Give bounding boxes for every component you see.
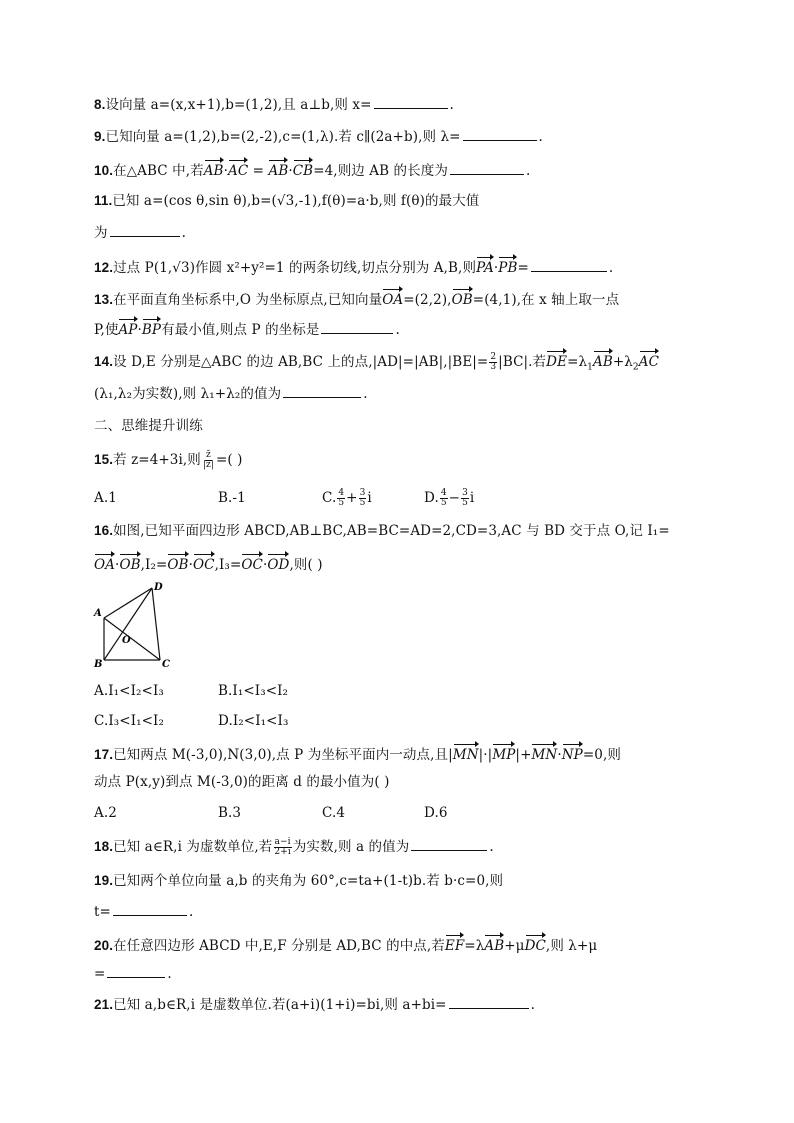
- vector-label: BP: [142, 318, 161, 339]
- quadrilateral-figure: [92, 580, 182, 672]
- option-a[interactable]: A.1: [94, 490, 117, 506]
- question-number: 15.: [94, 452, 114, 467]
- label-a: A: [94, 608, 102, 619]
- question-text: 在△ABC 中,若: [113, 163, 204, 179]
- question-16: [94, 522, 670, 540]
- period: .: [608, 260, 614, 276]
- question-text: =(2,2),: [403, 292, 452, 308]
- vector-label: NP: [562, 743, 583, 764]
- question-text: 有最小值,则点 P 的坐标是: [161, 322, 320, 338]
- fraction-numerator: 2: [490, 352, 497, 362]
- period: .: [188, 904, 194, 920]
- question-16-line2: OA·OB,I₂=OB·OC,I₃=OC·OD,则( ): [94, 553, 323, 574]
- question-text: ,则( ): [289, 557, 323, 573]
- question-text: 在平面直角坐标系中,O 为坐标原点,已知向量: [113, 292, 383, 308]
- answer-blank[interactable]: [450, 162, 524, 175]
- question-text: ,则 λ+μ: [545, 938, 598, 954]
- edge-da: [104, 588, 152, 618]
- question-number: 17.: [94, 747, 114, 762]
- question-text: 已知 a,b∈R,i 是虚数单位.若(a+i)(1+i)=bi,则 a+bi=: [113, 997, 447, 1013]
- question-text: 若 z=4+3i,则: [113, 452, 201, 468]
- question-12: 12.过点 P(1,√3)作圆 x²+y²=1 的两条切线,切点分别为 A,B,则PA·PB= .: [94, 256, 613, 277]
- period: .: [363, 386, 368, 402]
- fraction-numerator: 3: [359, 488, 366, 498]
- vector-label: DE: [546, 350, 567, 371]
- vector-label: PA: [476, 256, 494, 277]
- question-number: 20.: [94, 938, 114, 953]
- option-letter: C.: [322, 490, 337, 506]
- vector-label: MN: [453, 743, 479, 764]
- question-number: 16.: [94, 523, 114, 538]
- label-d: D: [154, 582, 163, 593]
- option-letter: D.: [424, 490, 439, 506]
- fraction-denominator: 5: [440, 498, 447, 508]
- question-number: 11.: [94, 193, 113, 208]
- fraction: [202, 451, 215, 470]
- question-text: ,I₂=: [140, 557, 168, 573]
- question-20: [94, 934, 597, 955]
- vector-label: AB: [484, 934, 504, 955]
- question-text: =(4,1),在 x 轴上取一点: [472, 292, 620, 308]
- question-text: ,I₃=: [214, 557, 242, 573]
- question-text: =0,则: [582, 747, 621, 763]
- vector-label: OC: [193, 553, 215, 574]
- option-b[interactable]: B.-1: [218, 490, 246, 506]
- question-19-line2: [94, 903, 193, 921]
- answer-blank[interactable]: [374, 96, 448, 109]
- fraction-numerator: 4: [440, 488, 447, 498]
- question-14: [94, 350, 659, 377]
- vector-label: MP: [492, 743, 515, 764]
- option-b[interactable]: B.I₁<I₃<I₂: [218, 683, 289, 699]
- question-text: |·|: [478, 747, 493, 763]
- question-15: [94, 451, 243, 470]
- question-text: =λ: [567, 354, 588, 370]
- question-13-line2: P,使AP·BP有最小值,则点 P 的坐标是 .: [94, 318, 400, 339]
- vector-label: OB: [167, 553, 188, 574]
- answer-blank[interactable]: [110, 224, 180, 237]
- question-number: 10.: [94, 163, 114, 178]
- question-text: 已知 a∈R,i 为虚数单位,若: [113, 839, 273, 855]
- fraction: [440, 489, 448, 508]
- sign: +: [346, 490, 358, 506]
- period: .: [525, 163, 531, 179]
- question-text: 已知向量 a=(1,2),b=(2,-2),c=(1,λ).若 c∥(2a+b),则 λ=: [105, 129, 461, 145]
- question-text: 动点 P(x,y)到点 M(-3,0)的距离 d 的最小值为( ): [94, 774, 390, 790]
- question-13: [94, 288, 619, 309]
- question-text: |+: [515, 747, 532, 763]
- question-text: =: [94, 966, 106, 982]
- question-number: 12.: [94, 260, 114, 275]
- vector-label: AC: [639, 350, 659, 371]
- option-d[interactable]: D.6: [424, 805, 448, 821]
- answer-blank[interactable]: [321, 321, 393, 334]
- option-d[interactable]: D.I₂<I₁<I₃: [218, 713, 289, 729]
- option-c[interactable]: C. $\frac{4}{5}$ + $\frac{3}{5}$ i: [322, 488, 372, 508]
- question-text: 设 D,E 分别是△ABC 的边 AB,BC 上的点,|AD|=|AB|,|BE|=: [113, 354, 489, 370]
- answer-blank[interactable]: [463, 128, 537, 141]
- fraction-numerator: 3: [462, 488, 468, 498]
- question-17-line2: [94, 773, 389, 791]
- question-number: 8.: [94, 97, 106, 112]
- option-a[interactable]: A.2: [94, 805, 117, 821]
- fraction-denominator: 3: [490, 362, 497, 372]
- vector-label: AC: [228, 159, 248, 180]
- subscript: 2: [632, 362, 639, 373]
- fraction-numerator: z̄: [206, 450, 211, 460]
- question-17: 17.已知两点 M(-3,0),N(3,0),点 P 为坐标平面内一动点,且|MN|·|MP|+MN·NP=0,则: [94, 743, 621, 764]
- option-d[interactable]: D. $\frac{4}{5}$ − $\frac{3}{5}$ i: [424, 488, 475, 508]
- period: .: [538, 129, 543, 145]
- question-19: [94, 872, 503, 890]
- question-text: 已知两点 M(-3,0),N(3,0),点 P 为坐标平面内一动点,且|: [113, 747, 453, 763]
- fraction-numerator: 4: [338, 488, 345, 498]
- question-text: (λ₁,λ₂为实数),则 λ₁+λ₂的值为: [94, 386, 282, 402]
- fraction: [461, 489, 469, 508]
- answer-blank[interactable]: [449, 996, 529, 1009]
- question-text: 为: [94, 225, 108, 241]
- label-b: B: [94, 659, 103, 670]
- question-number: 14.: [94, 354, 114, 369]
- vector-label: CB: [293, 159, 313, 180]
- question-text: |BC|.若: [498, 354, 547, 370]
- question-18: [94, 838, 494, 857]
- label-o: O: [122, 635, 131, 646]
- question-number: 18.: [94, 839, 114, 854]
- question-number: 21.: [94, 997, 114, 1012]
- fraction-denominator: 2+i: [274, 847, 291, 857]
- question-14-line2: [94, 385, 368, 403]
- question-text: 已知两个单位向量 a,b 的夹角为 60°,c=ta+(1-t)b.若 b·c=0,则: [113, 873, 504, 889]
- question-10: 10.在△ABC 中,若AB·AC = AB·CB=4,则边 AB 的长度为 .: [94, 159, 530, 180]
- period: .: [449, 97, 454, 113]
- answer-blank[interactable]: [531, 259, 607, 272]
- question-number: 13.: [94, 292, 114, 307]
- option-a[interactable]: A.I₁<I₂<I₃: [94, 683, 164, 699]
- question-text: 已知 a=(cos θ,sin θ),b=(√3,-1),f(θ)=a·b,则 f(θ)的最大值: [112, 193, 480, 209]
- question-text: 为实数,则 a 的值为: [292, 839, 410, 855]
- vector-label: EF: [445, 934, 464, 955]
- question-text: 过点 P(1,√3)作圆 x²+y²=1 的两条切线,切点分别为 A,B,则: [113, 260, 477, 276]
- option-c[interactable]: C.I₃<I₁<I₂: [94, 713, 164, 729]
- period: .: [167, 966, 172, 982]
- fraction-numerator: a−i: [274, 837, 291, 847]
- label-c: C: [162, 659, 170, 670]
- answer-blank[interactable]: [283, 385, 361, 398]
- question-8: [94, 96, 454, 114]
- question-text: P,使: [94, 322, 119, 338]
- vector-label: AB: [268, 159, 288, 180]
- period: .: [395, 322, 400, 338]
- fraction: [337, 489, 345, 508]
- section-heading: 二、思维提升训练: [94, 418, 203, 434]
- question-21: [94, 996, 535, 1014]
- fraction: [273, 838, 291, 857]
- vector-label: OB: [452, 288, 473, 309]
- vector-label: AB: [204, 159, 224, 180]
- answer-blank[interactable]: [411, 838, 487, 851]
- vector-label: OD: [267, 553, 289, 574]
- answer-blank[interactable]: [107, 965, 165, 978]
- fraction: [489, 353, 497, 372]
- question-9: [94, 128, 543, 146]
- diagonal-ac: [104, 618, 160, 660]
- question-number: 9.: [94, 129, 106, 144]
- vector-label: MN: [531, 743, 557, 764]
- vector-label: OB: [119, 553, 140, 574]
- option-c[interactable]: C.4: [322, 805, 346, 821]
- question-number: 19.: [94, 873, 114, 888]
- sign: −: [448, 490, 461, 506]
- vector-label: OA: [382, 288, 403, 309]
- question-text: =λ: [464, 938, 485, 954]
- vector-label: OC: [241, 553, 263, 574]
- answer-blank[interactable]: [113, 903, 187, 916]
- fraction: [359, 489, 367, 508]
- fraction-denominator: 5: [359, 498, 366, 508]
- fraction-denominator: |z|: [202, 460, 215, 470]
- vector-label: PB: [498, 256, 517, 277]
- vector-label: AP: [118, 318, 137, 339]
- vector-label: DC: [525, 934, 546, 955]
- question-20-line2: [94, 965, 172, 983]
- fraction-denominator: 5: [338, 498, 345, 508]
- vector-label: OA: [94, 553, 115, 574]
- question-text: t=: [94, 904, 111, 920]
- question-text: =( ): [216, 452, 243, 468]
- question-11-line2: [94, 224, 186, 242]
- option-b[interactable]: B.3: [218, 805, 242, 821]
- fraction-denominator: 5: [462, 498, 468, 508]
- question-text: 在任意四边形 ABCD 中,E,F 分别是 AD,BC 的中点,若: [113, 938, 445, 954]
- period: .: [489, 839, 494, 855]
- subscript: 1: [587, 362, 593, 373]
- question-text: 如图,已知平面四边形 ABCD,AB⊥BC,AB=BC=AD=2,CD=3,AC 与 BD 交于点 O,记 I₁=: [113, 523, 670, 539]
- period: .: [181, 225, 187, 241]
- question-text: 设向量 a=(x,x+1),b=(1,2),且 a⊥b,则 x=: [105, 97, 372, 113]
- question-text: =: [517, 260, 529, 276]
- question-text: +μ: [504, 938, 525, 954]
- question-11: [94, 192, 479, 210]
- vector-label: AB: [593, 350, 613, 371]
- period: .: [530, 997, 535, 1013]
- question-text: +λ: [612, 354, 633, 370]
- question-text: =4,则边 AB 的长度为: [313, 163, 448, 179]
- edge-cd: [152, 588, 160, 660]
